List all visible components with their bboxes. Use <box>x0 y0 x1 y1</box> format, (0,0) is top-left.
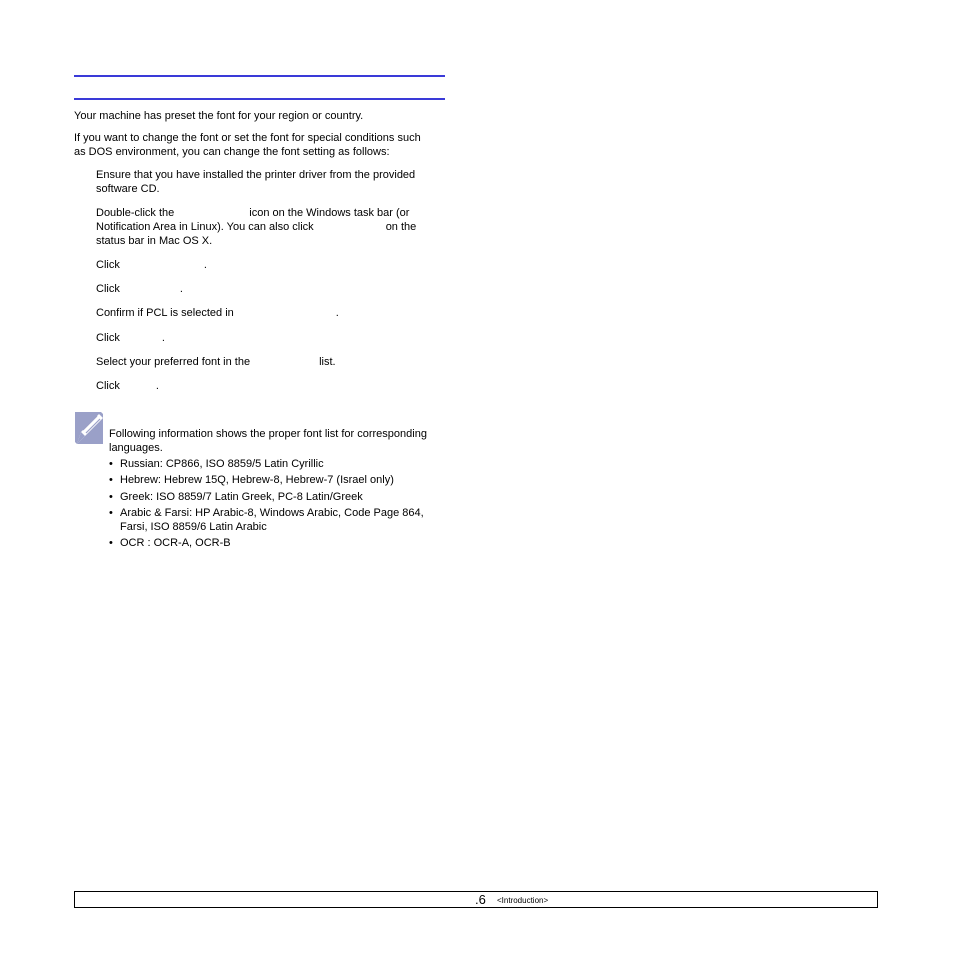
heading-rule-top <box>74 75 445 77</box>
step-2-text-d: on the <box>385 221 417 233</box>
step-7 <box>96 355 446 369</box>
note-intro-line1: Following information shows the proper font list for corresponding <box>109 428 427 440</box>
note-pencil-icon <box>73 410 105 446</box>
step-8-period: . <box>155 380 159 392</box>
step-2-text-b: icon on the Windows task bar (or <box>249 207 410 219</box>
step-2-text-c: Notification Area in Linux). You can also click <box>96 221 314 233</box>
step-4-text: Click <box>96 283 120 295</box>
list-item-text: Greek: ISO 8859/7 Latin Greek, PC-8 Latin/Greek <box>120 491 363 503</box>
list-item-continuation: Farsi, ISO 8859/6 Latin Arabic <box>120 521 267 533</box>
step-3-text: Click <box>96 259 120 271</box>
step-3-period: . <box>203 259 207 271</box>
list-item-text: Arabic & Farsi: HP Arabic-8, Windows Arabic, Code Page 864, <box>120 507 424 519</box>
step-7-text-b: list. <box>319 356 336 368</box>
note-intro-line2: languages. <box>109 442 163 454</box>
bullet-icon: • <box>109 537 113 549</box>
step-2-line2 <box>96 220 446 234</box>
bullet-icon: • <box>109 458 113 470</box>
step-6-text: Click <box>96 332 120 344</box>
step-6-period: . <box>161 332 165 344</box>
step-5-period: . <box>335 307 339 319</box>
intro-paragraph-2-line2: as DOS environment, you can change the font setting as follows: <box>74 146 390 158</box>
page-number: .6 <box>475 892 486 907</box>
page-footer <box>74 891 878 908</box>
step-5-text: Confirm if PCL is selected in <box>96 307 234 319</box>
bullet-icon: • <box>109 507 113 519</box>
step-2-line1 <box>96 206 446 220</box>
list-item-text: Hebrew: Hebrew 15Q, Hebrew-8, Hebrew-7 (Israel only) <box>120 474 394 486</box>
step-2-line3: status bar in Mac OS X. <box>96 235 213 247</box>
intro-paragraph-2-line1: If you want to change the font or set the font for special conditions such <box>74 132 421 144</box>
step-4 <box>96 282 446 296</box>
list-item-text: Russian: CP866, ISO 8859/5 Latin Cyrillic <box>120 458 324 470</box>
step-7-text-a: Select your preferred font in the <box>96 356 251 368</box>
step-5 <box>96 306 446 320</box>
intro-paragraph-1: Your machine has preset the font for your region or country. <box>74 110 364 122</box>
step-2-text-a: Double-click the <box>96 207 175 219</box>
footer-section-title: <Introduction> <box>497 896 549 905</box>
step-1-line1: Ensure that you have installed the printer driver from the provided <box>96 169 416 181</box>
step-8-text: Click <box>96 380 120 392</box>
list-item-text: OCR : OCR-A, OCR-B <box>120 537 231 549</box>
bullet-icon: • <box>109 474 113 486</box>
heading-rule-bottom <box>74 98 445 100</box>
step-8 <box>96 379 446 393</box>
step-4-period: . <box>179 283 183 295</box>
step-1-line2: software CD. <box>96 183 160 195</box>
step-3 <box>96 258 446 272</box>
step-6 <box>96 331 446 345</box>
bullet-icon: • <box>109 491 113 503</box>
